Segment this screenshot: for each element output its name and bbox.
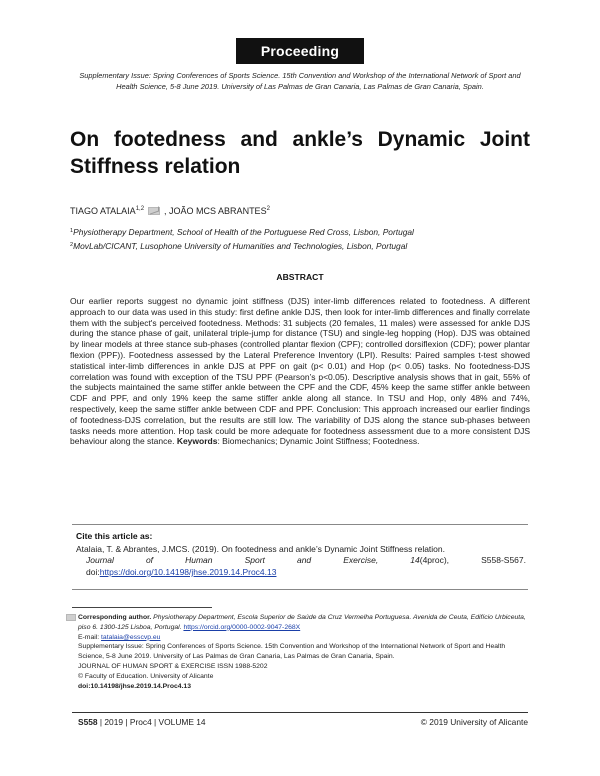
citation-line-1: Atalaia, T. & Abrantes, J.MCS. (2019). On footedness and ankle’s Dynamic Joint Stiffness relation.	[76, 544, 445, 554]
faculty-copyright: © Faculty of Education. University of Alicante	[78, 672, 214, 680]
author-2-name: JOÃO MCS ABRANTES	[169, 206, 267, 216]
corresponding-envelope-icon	[66, 614, 76, 621]
corresponding-author	[78, 613, 530, 633]
author-1-name: TIAGO ATALAIA	[70, 206, 136, 216]
affiliation-2	[70, 241, 407, 251]
author-2-affil: 2	[266, 206, 270, 212]
affiliation-1-text: Physiotherapy Department, School of Health of the Portuguese Red Cross, Lisbon, Portugal	[73, 227, 414, 237]
affiliation-1	[70, 227, 414, 237]
citation-volume: 14	[410, 555, 420, 566]
citation-issue-pages: (4proc), S558-S567.	[419, 555, 526, 566]
supplementary-header: Supplementary Issue: Spring Conferences of Sports Science. 15th Convention and Workshop of the International Network of Sport and Health Science, 5-8 June 2019. University of Las Palmas de Gran Canaria, Las Palmas de Gran Canaria, Spain.	[79, 71, 521, 91]
citation-box	[72, 524, 528, 590]
section-banner: Proceeding	[236, 38, 364, 64]
orcid-link[interactable]: https://orcid.org/0000-0002-9047-268X	[183, 623, 301, 631]
author-line	[70, 206, 270, 216]
corresponding-address: Physiotherapy Department, Escola Superior de Saúde da Cruz Vermelha Portuguesa. Avenida de Ceuta, Edifício Urbiceuta, piso 6. 1300-125 Lisboa, Portugal.	[78, 614, 526, 631]
envelope-icon[interactable]	[148, 207, 160, 215]
affiliation-2-num: 2	[70, 242, 74, 248]
footer-copyright: © 2019 University of Alicante	[420, 717, 528, 727]
author-1-affil: 1,2	[135, 206, 145, 212]
footer-divider	[72, 712, 528, 713]
keywords-text: : Biomechanics; Dynamic Joint Stiffness; Footedness.	[217, 436, 420, 447]
email-link[interactable]: tatalaia@esscvp.eu	[101, 633, 161, 641]
footer-left	[78, 717, 206, 727]
abstract-text: Our earlier reports suggest no dynamic joint stiffness (DJS) inter-limb differences related to footedness. A different approach to our data was used in this study: first define ankle DJS, then look for inter-limb differences and finally correlate them with the subject's perceived footedness. Methods: 31 subjects (20 females, 11 males) were assessed for ankle DJS during the stance phase of gait, unilateral triple-jump for distance (TSU) and single-leg hopping (Hop). DJS was obtained by linear models at three stance sub-phases (controlled plantar flexion (CPF); controlled dorsiflexion (CDF); power plantar flexion (PPF)). Footedness assessed by the Lateral Preference Inventory (LPI). Results: Paired samples t-test showed statistical inter-limb differences in ankle DJS at PPF on gait (p< 0.01) and Hop (p< 0.05) tasks. No footedness-DJS correlation was found with exception of the TSU PPF (Pearson’s p<0.05). Descriptive analysis shows that in gait, 55% of the subjects maintained the same stiffer ankle between the CPF and the CDF, 45% keep the same stiffer ankle between CDF and PPF, and only 19% keep the same stiffer ankle along all stance. In TSU and Hop, only 48% and 74%, respectively, keep the same stiffer ankle between CDF and PPF. Conclusion: This approach increased our earlier findings of footedness-DJS correlation, but the results are still low. The variability of DJS along the stance sub-phases between tasks needs more attention. Hop task could be more adequate for footedness assessment due to a more consistent DJS behaviour along the stance.	[70, 296, 530, 447]
footer-meta: | 2019 | Proc4 | VOLUME 14	[99, 717, 206, 727]
footnote-doi: doi:10.14198/jhse.2019.14.Proc4.13	[78, 682, 191, 690]
citation-doi-link[interactable]: https://doi.org/10.14198/jhse.2019.14.Proc4.13	[99, 566, 277, 577]
email-label: E-mail:	[78, 633, 100, 641]
citation-journal-line	[76, 555, 526, 566]
citation-text	[72, 544, 528, 578]
corresponding-label: Corresponding author.	[78, 614, 152, 621]
keywords-label: Keywords	[176, 436, 218, 447]
affiliation-2-text: MovLab/CICANT, Lusophone University of Humanities and Technologies, Lisbon, Portugal	[73, 241, 408, 251]
email-line	[78, 633, 530, 643]
citation-doi-line	[76, 567, 526, 578]
abstract-body	[70, 296, 530, 447]
journal-issn: JOURNAL OF HUMAN SPORT & EXERCISE ISSN 1988-5202	[78, 662, 268, 670]
article-title: On footedness and ankle’s Dynamic Joint Stiffness relation	[70, 128, 530, 178]
footnotes	[78, 613, 530, 691]
abstract-heading: ABSTRACT	[276, 272, 324, 282]
footnote-divider	[72, 607, 212, 608]
author-separator: ,	[164, 206, 170, 216]
page-number: S558	[78, 717, 98, 727]
citation-heading: Cite this article as:	[76, 531, 153, 541]
footnote-supplementary: Supplementary Issue: Spring Conferences of Sports Science. 15th Convention and Workshop of the International Network of Sport and Health Science, 5-8 June 2019. University of Las Palmas de Gran Canaria, Las Palmas de Gran Canaria, Spain.	[78, 643, 506, 661]
citation-journal: Journal of Human Sport and Exercise,	[86, 555, 379, 566]
affiliation-1-num: 1	[70, 228, 74, 234]
citation-doi-prefix: doi:	[86, 566, 100, 577]
